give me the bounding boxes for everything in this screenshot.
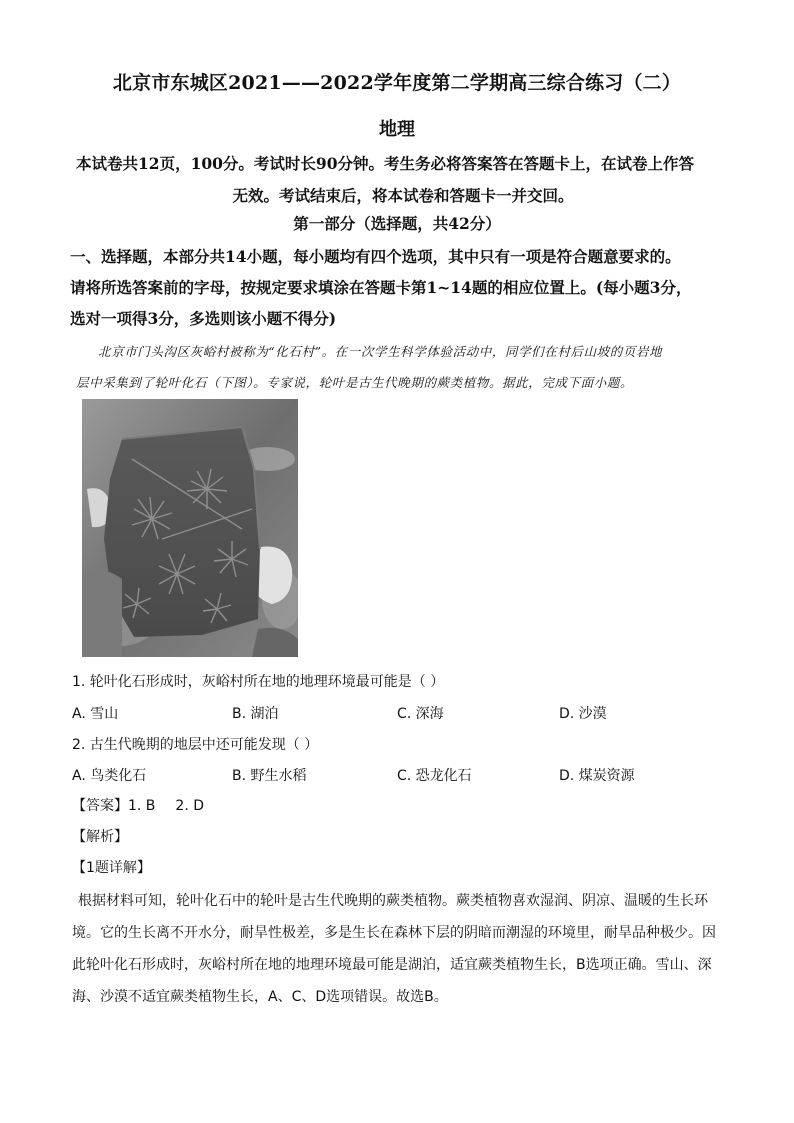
option-d: D. 煤炭资源 — [559, 768, 635, 784]
option-b: B. 野生水稻 — [232, 768, 307, 784]
analysis-label: 【解析】 — [72, 829, 128, 845]
reading-material — [76, 336, 726, 398]
fossil-photo — [82, 399, 298, 657]
analysis-line: 根据材料可知，轮叶化石中的轮叶是古生代晚期的蕨类植物。蕨类植物喜欢湿润、阴凉、温暖的生长环 — [78, 893, 708, 909]
answer-label: 【答案】1. B — [72, 798, 156, 814]
instruction-line: 选对一项得3分，多选则该小题不得分) — [70, 309, 337, 328]
intro-line: 无效。考试结束后，将本试卷和答题卡一并交回。 — [232, 186, 574, 205]
answer-key — [72, 795, 204, 815]
part-one-title: 第一部分（选择题，共42分） — [293, 214, 501, 233]
question-stem: 2. 古生代晚期的地层中还可能发现（ ） — [72, 737, 319, 753]
section-instructions — [70, 241, 730, 334]
option-a: A. 雪山 — [72, 706, 119, 722]
analysis-line: 海、沙漠不适宜蕨类植物生长，A、C、D选项错误。故选B。 — [72, 989, 448, 1005]
option-a: A. 鸟类化石 — [72, 768, 147, 784]
question-stem: 1. 轮叶化石形成时，灰峪村所在地的地理环境最可能是（ ） — [72, 674, 445, 690]
material-line: 层中采集到了轮叶化石（下图）。专家说，轮叶是古生代晚期的蕨类植物。据此，完成下面小题。 — [76, 375, 634, 390]
option-c: C. 恐龙化石 — [397, 768, 472, 784]
option-b: B. 湖泊 — [232, 706, 279, 722]
instruction-line: 一、选择题，本部分共14小题，每小题均有四个选项，其中只有一项是符合题意要求的。 — [70, 247, 681, 266]
exam-title: 北京市东城区2021——2022学年度第二学期高三综合练习（二） — [112, 72, 682, 94]
subject-heading: 地理 — [379, 119, 415, 140]
answer-second: 2. D — [175, 798, 205, 814]
options-row — [72, 703, 732, 723]
exam-intro — [70, 148, 730, 212]
analysis-line: 此轮叶化石形成时，灰峪村所在地的地理环境最可能是湖泊，适宜蕨类植物生长，B选项正确。雪山、深 — [72, 957, 712, 973]
options-row — [72, 765, 732, 785]
detail-label: 【1题详解】 — [72, 860, 151, 876]
instruction-line: 请将所选答案前的字母，按规定要求填涂在答题卡第1~14题的相应位置上。(每小题3分， — [70, 278, 692, 297]
analysis-text — [72, 885, 724, 1013]
intro-line: 本试卷共12页，100分。考试时长90分钟。考生务必将答案答在答题卡上，在试卷上作答 — [76, 154, 694, 173]
material-line: 北京市门头沟区灰峪村被称为“化石村”。在一次学生科学体验活动中，同学们在村后山坡的页岩地 — [98, 344, 663, 359]
analysis-line: 境。它的生长离不开水分，耐旱性极差，多是生长在森林下层的阴暗而潮湿的环境里，耐旱品种极少。因 — [72, 925, 716, 941]
option-d: D. 沙漠 — [559, 706, 607, 722]
option-c: C. 深海 — [397, 706, 444, 722]
